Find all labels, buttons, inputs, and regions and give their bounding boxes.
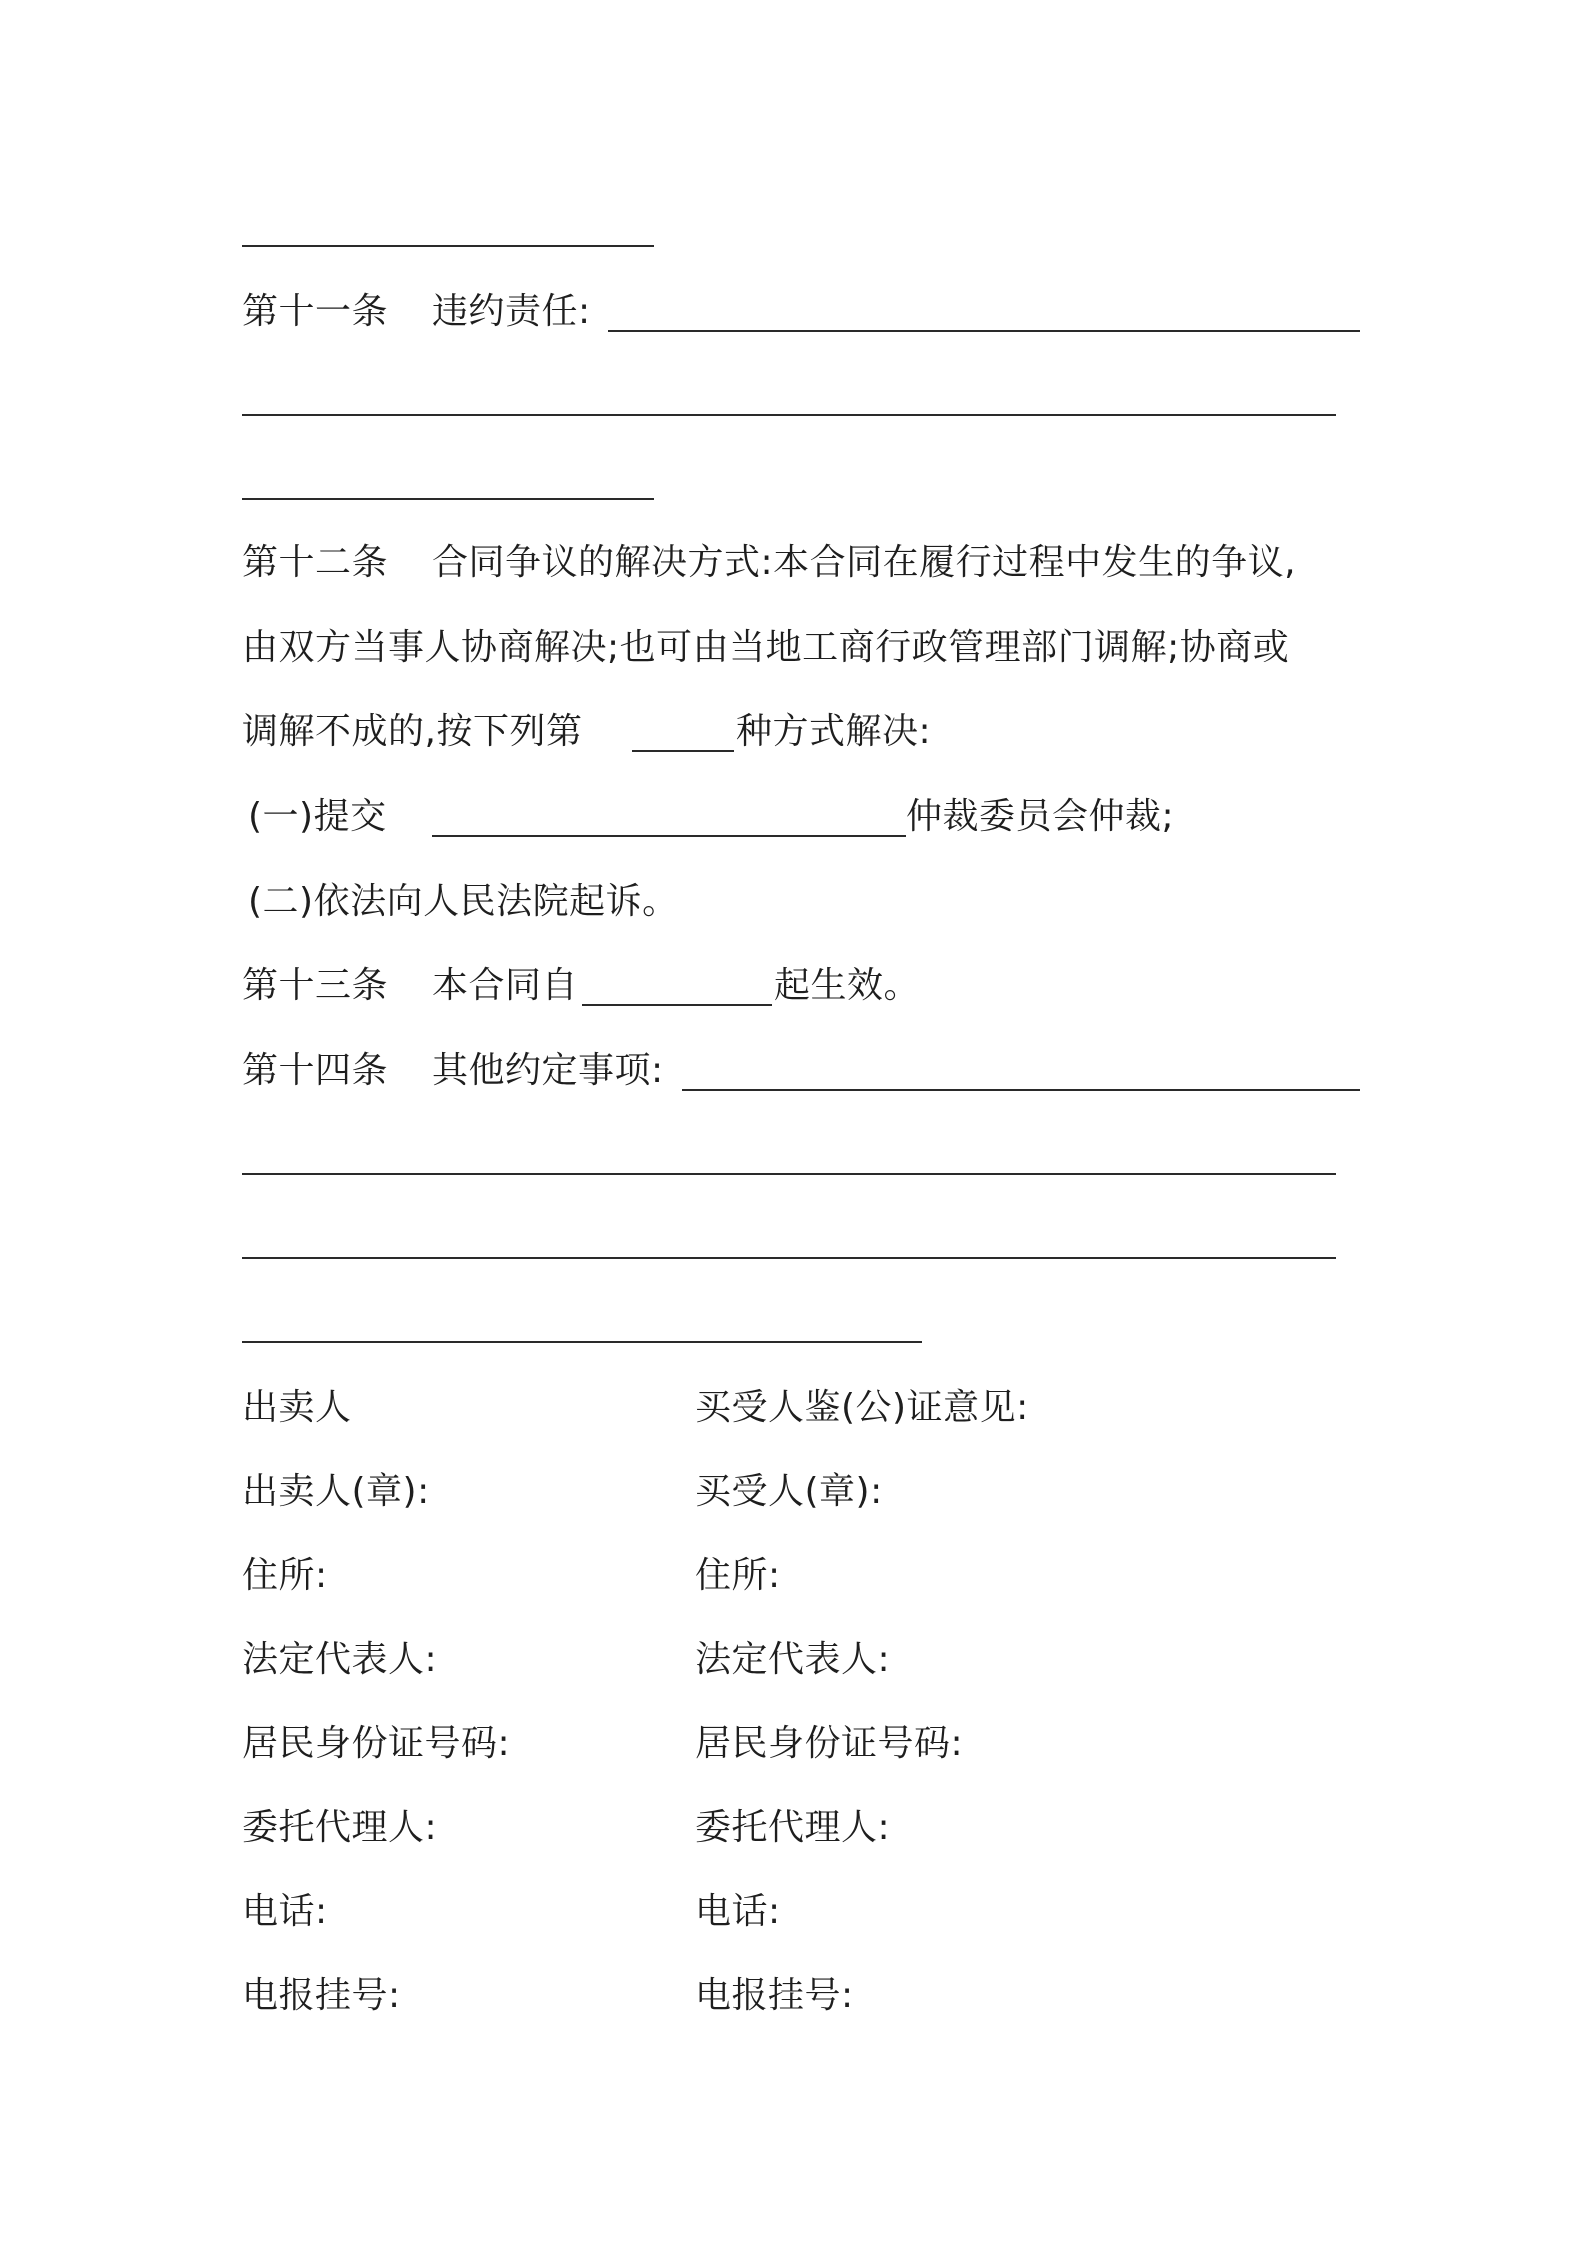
article12-text-line3-before: 调解不成的,按下列第 bbox=[242, 711, 583, 752]
article12-text-line1: 合同争议的解决方式:本合同在履行过程中发生的争议, bbox=[432, 542, 1297, 583]
seller-address: 住所: bbox=[242, 1555, 328, 1596]
buyer-agent: 委托代理人: bbox=[695, 1807, 891, 1848]
seller-phone: 电话: bbox=[242, 1891, 328, 1932]
seller-agent: 委托代理人: bbox=[242, 1807, 438, 1848]
article12-text-line2: 由双方当事人协商解决;也可由当地工商行政管理部门调解;协商或 bbox=[242, 627, 1290, 668]
buyer-legal-rep: 法定代表人: bbox=[695, 1639, 891, 1680]
article14-blank-line bbox=[242, 1257, 1336, 1259]
buyer-phone: 电话: bbox=[695, 1891, 781, 1932]
buyer-telegram: 电报挂号: bbox=[695, 1975, 854, 2016]
article11-blank-line bbox=[608, 330, 1360, 332]
buyer-title: 买受人鉴(公)证意见: bbox=[695, 1387, 1029, 1428]
seller-id-no: 居民身份证号码: bbox=[242, 1723, 511, 1764]
seller-telegram: 电报挂号: bbox=[242, 1975, 401, 2016]
article13-date-blank bbox=[582, 1004, 772, 1006]
article12-option1-prefix: (一)提交 bbox=[248, 796, 387, 837]
article12-arbitration-blank bbox=[432, 835, 906, 837]
article14-heading: 第十四条 bbox=[242, 1050, 389, 1091]
article14-blank-line bbox=[682, 1089, 1360, 1091]
article12-option-number-blank bbox=[632, 750, 734, 752]
article11-heading: 第十一条 bbox=[242, 291, 389, 332]
article13-heading: 第十三条 bbox=[242, 965, 389, 1006]
seller-legal-rep: 法定代表人: bbox=[242, 1639, 438, 1680]
buyer-address: 住所: bbox=[695, 1555, 781, 1596]
article11-blank-line bbox=[242, 498, 654, 500]
article12-heading: 第十二条 bbox=[242, 542, 389, 583]
article12-option1-suffix: 仲裁委员会仲裁; bbox=[906, 796, 1175, 837]
blank-line bbox=[242, 245, 654, 247]
article14-label: 其他约定事项: bbox=[432, 1050, 664, 1091]
article13-text-before: 本合同自 bbox=[432, 965, 579, 1006]
article14-blank-line bbox=[242, 1341, 922, 1343]
article13-text-after: 起生效。 bbox=[774, 965, 921, 1006]
seller-seal: 出卖人(章): bbox=[242, 1471, 430, 1512]
article11-label: 违约责任: bbox=[432, 291, 591, 332]
article14-blank-line bbox=[242, 1173, 1336, 1175]
article11-blank-line bbox=[242, 414, 1336, 416]
seller-title: 出卖人 bbox=[242, 1387, 352, 1428]
buyer-seal: 买受人(章): bbox=[695, 1471, 883, 1512]
article12-text-line3-after: 种方式解决: bbox=[736, 711, 932, 752]
article12-option2: (二)依法向人民法院起诉。 bbox=[248, 881, 679, 922]
buyer-id-no: 居民身份证号码: bbox=[695, 1723, 964, 1764]
